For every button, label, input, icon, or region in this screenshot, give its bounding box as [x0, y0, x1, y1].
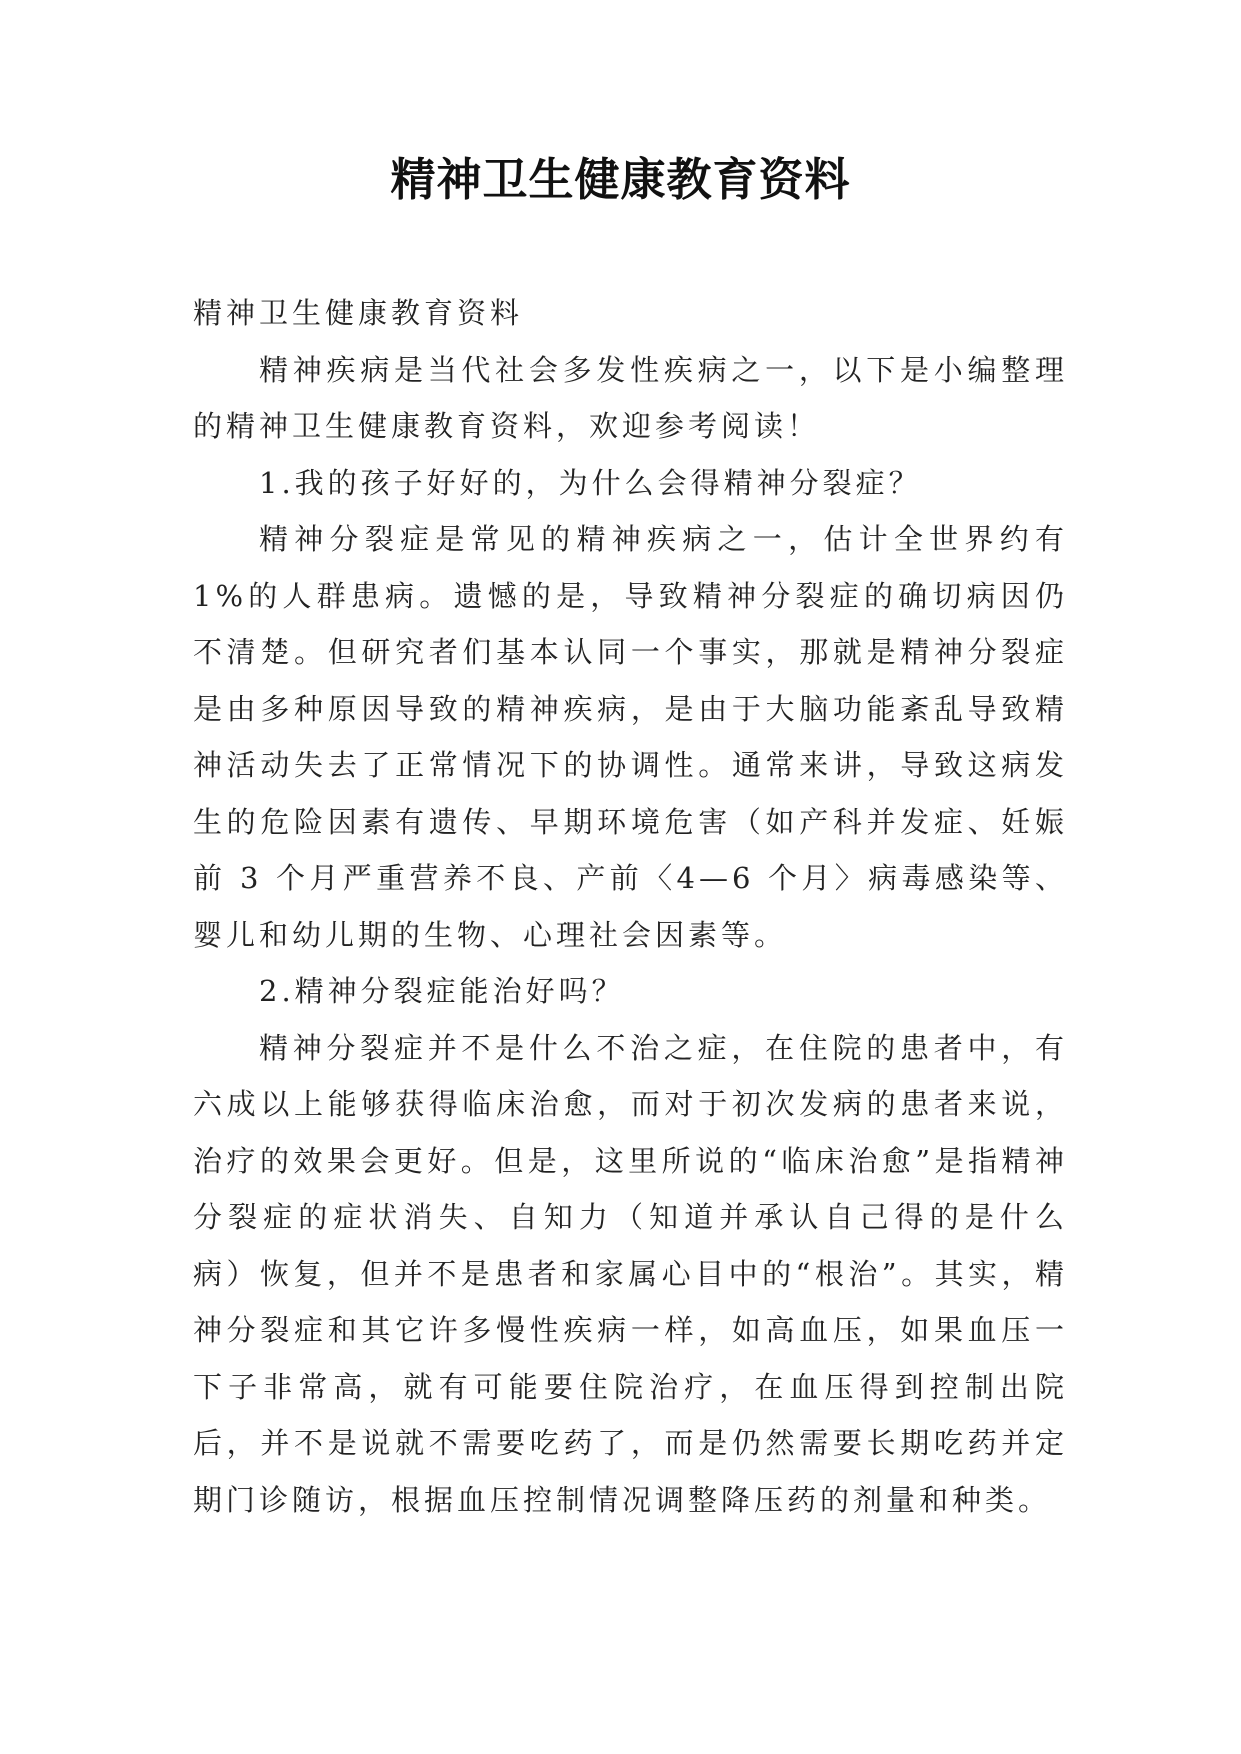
question-2-heading: 2.精神分裂症能治好吗？ [259, 974, 625, 1008]
answer-2-paragraph: 精神分裂症并不是什么不治之症，在住院的患者中，有六成以上能够获得临床治愈，而对于初次发病的患者来说，治疗的效果会更好。但是，这里所说的“临床治愈”是指精神分裂症的症状消失、自知力（知道并承认自己得的是什么病）恢复，但并不是患者和家属心目中的“根治”。其实，精神分裂症和其它许多慢性疾病一样，如高血压，如果血压一下子非常高，就有可能要住院治疗，在血压得到控制出院后，并不是说就不需要吃药了，而是仍然需要长期吃药并定期门诊随访，根据血压控制情况调整降压药的剂量和种类。 [193, 1030, 1068, 1517]
document-title: 精神卫生健康教育资料 [390, 153, 851, 206]
document-body [193, 285, 1068, 1528]
question-1-heading: 1.我的孩子好好的，为什么会得精神分裂症？ [259, 465, 922, 500]
intro-paragraph: 精神疾病是当代社会多发性疾病之一，以下是小编整理的精神卫生健康教育资料，欢迎参考阅读！ [193, 352, 1068, 443]
body-heading-line: 精神卫生健康教育资料 [193, 296, 524, 330]
answer-1-paragraph: 精神分裂症是常见的精神疾病之一，估计全世界约有 1%的人群患病。遗憾的是，导致精神分裂症的确切病因仍不清楚。但研究者们基本认同一个事实，那就是精神分裂症是由多种原因导致的精神疾病，是由于大脑功能紊乱导致精神活动失去了正常情况下的协调性。通常来讲，导致这病发生的危险因素有遗传、早期环境危害（如产科并发症、妊娠前 3 个月严重营养不良、产前〈4—6 个月〉病毒感染等、婴儿和幼儿期的生物、心理社会因素等。 [193, 522, 1068, 952]
